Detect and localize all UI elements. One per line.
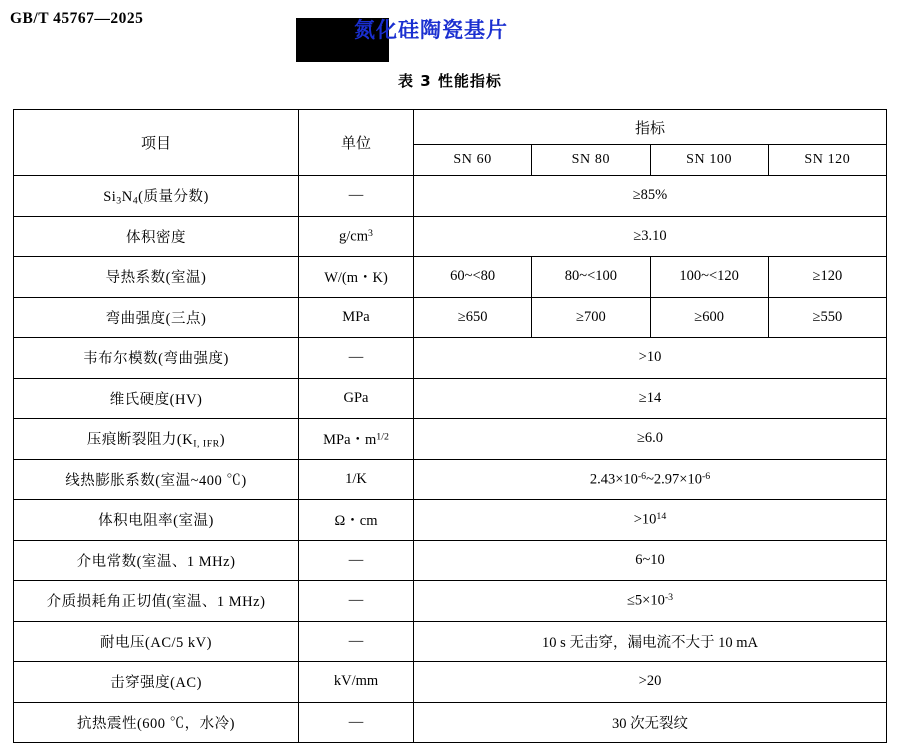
col-header-unit: 单位	[299, 110, 414, 176]
table-row	[14, 338, 887, 379]
cell-item: 体积密度	[14, 216, 299, 257]
cell-value-sn80: 80~<100	[532, 257, 650, 298]
cell-value-all-grades: 30 次无裂纹	[414, 702, 887, 743]
table-row	[14, 702, 887, 743]
table-row	[14, 419, 887, 460]
cell-unit: —	[299, 621, 414, 662]
table-body	[14, 176, 887, 743]
table-row	[14, 459, 887, 500]
col-header-grade-sn80: SN 80	[532, 145, 650, 176]
cell-value-all-grades: 10 s 无击穿，漏电流不大于 10 mA	[414, 621, 887, 662]
table-caption: 表 3 性能指标	[398, 72, 502, 90]
cell-value-sn100: ≥600	[650, 297, 768, 338]
cell-item: $Si_3N_4$(质量分数)	[14, 176, 299, 217]
cell-unit: kV/mm	[299, 662, 414, 703]
table-row	[14, 581, 887, 622]
col-header-grade-sn60: SN 60	[414, 145, 532, 176]
cell-unit: —	[299, 581, 414, 622]
cell-item: 导热系数(室温)	[14, 257, 299, 298]
col-header-index-group: 指标	[414, 110, 887, 145]
cell-value-all-grades: $\le 5\times 10^{-3}$	[414, 581, 887, 622]
table-row	[14, 540, 887, 581]
cell-unit: 1/K	[299, 459, 414, 500]
cell-value-all-grades: ≥14	[414, 378, 887, 419]
cell-item: 介质损耗角正切值(室温、1 MHz)	[14, 581, 299, 622]
spec-table	[13, 109, 887, 743]
cell-item: 压痕断裂阻力$(K_{I, IFR})$	[14, 419, 299, 460]
cell-value-sn60: ≥650	[414, 297, 532, 338]
cell-value-all-grades: ≥85%	[414, 176, 887, 217]
cell-value-all-grades: $2.43\times 10^{-6}\sim 2.97\times 10^{-6}$	[414, 459, 887, 500]
cell-unit: —	[299, 702, 414, 743]
standard-code: GB/T 45767—2025	[10, 10, 144, 27]
cell-unit: MPa・$m^{1/2}$	[299, 419, 414, 460]
table-header-row-top	[14, 110, 887, 145]
table-row	[14, 176, 887, 217]
cell-item: 抗热震性(600 ℃，水冷)	[14, 702, 299, 743]
cell-unit: —	[299, 338, 414, 379]
cell-item: 韦布尔模数(弯曲强度)	[14, 338, 299, 379]
cell-value-sn60: 60~<80	[414, 257, 532, 298]
table-row	[14, 662, 887, 703]
cell-item: 维氏硬度(HV)	[14, 378, 299, 419]
table-row	[14, 297, 887, 338]
cell-unit: —	[299, 540, 414, 581]
cell-value-all-grades: ≥6.0	[414, 419, 887, 460]
cell-item: 弯曲强度(三点)	[14, 297, 299, 338]
cell-unit: W/(m・K)	[299, 257, 414, 298]
cell-item: 体积电阻率(室温)	[14, 500, 299, 541]
title-block	[296, 14, 596, 62]
cell-value-sn120: ≥120	[768, 257, 886, 298]
cell-value-sn100: 100~<120	[650, 257, 768, 298]
table-row	[14, 621, 887, 662]
cell-item: 介电常数(室温、1 MHz)	[14, 540, 299, 581]
table-row	[14, 500, 887, 541]
cell-value-all-grades: >20	[414, 662, 887, 703]
page-title: 氮化硅陶瓷基片	[354, 18, 508, 42]
cell-value-all-grades: $>10^{14}$	[414, 500, 887, 541]
col-header-grade-sn100: SN 100	[650, 145, 768, 176]
cell-value-all-grades: >10	[414, 338, 887, 379]
table-row	[14, 378, 887, 419]
cell-value-all-grades: ≥3.10	[414, 216, 887, 257]
cell-item: 线热膨胀系数(室温~400 ℃)	[14, 459, 299, 500]
table-row	[14, 216, 887, 257]
cell-unit: Ω・cm	[299, 500, 414, 541]
cell-unit: $g/cm^3$	[299, 216, 414, 257]
table-row	[14, 257, 887, 298]
page-header	[0, 0, 900, 62]
cell-unit: —	[299, 176, 414, 217]
cell-value-all-grades: 6~10	[414, 540, 887, 581]
cell-value-sn80: ≥700	[532, 297, 650, 338]
cell-value-sn120: ≥550	[768, 297, 886, 338]
col-header-item: 项目	[14, 110, 299, 176]
cell-item: 耐电压(AC/5 kV)	[14, 621, 299, 662]
cell-item: 击穿强度(AC)	[14, 662, 299, 703]
cell-unit: GPa	[299, 378, 414, 419]
table-head	[14, 110, 887, 176]
cell-unit: MPa	[299, 297, 414, 338]
col-header-grade-sn120: SN 120	[768, 145, 886, 176]
